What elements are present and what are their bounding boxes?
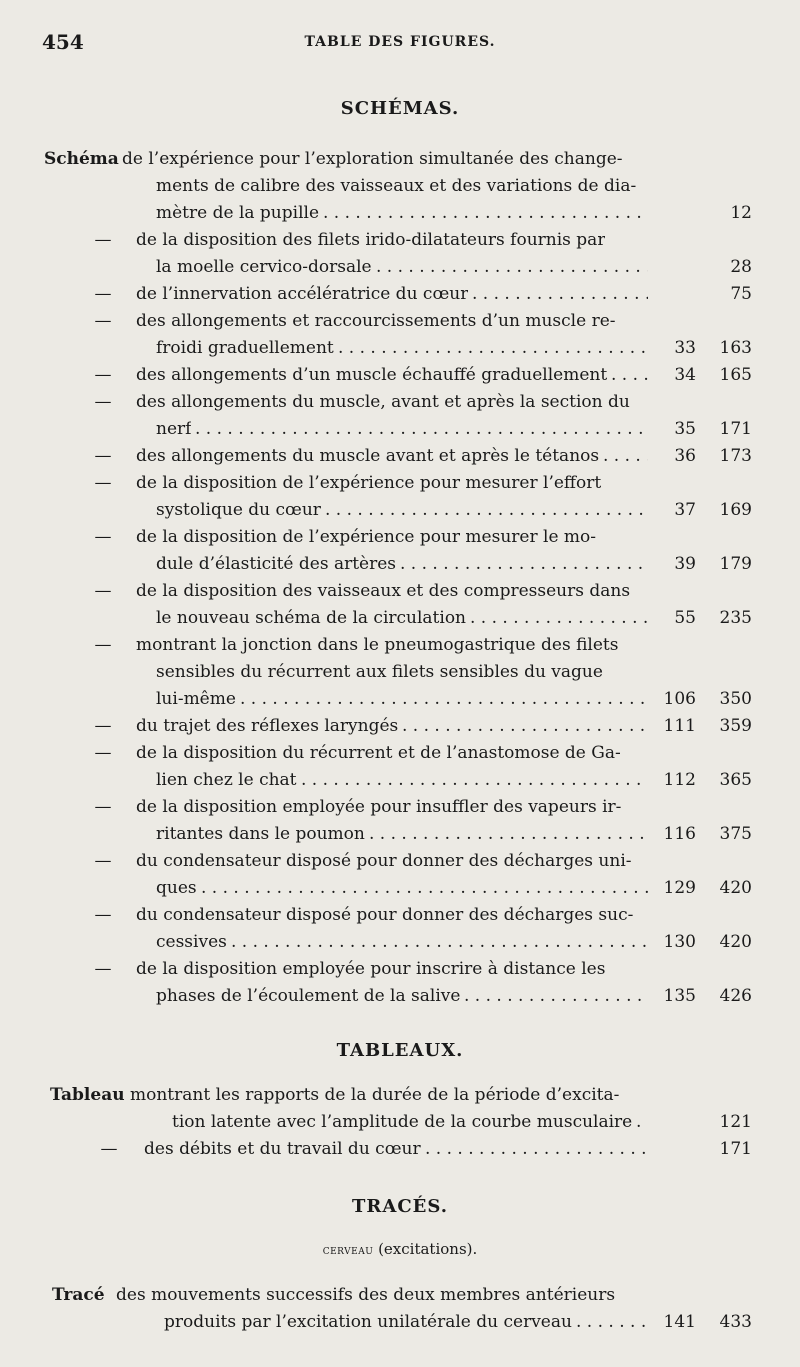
dot-leader <box>636 1109 648 1136</box>
entry-text-line: des allongements d’un muscle échauffé graduellement <box>136 365 608 385</box>
dot-leader <box>576 1309 648 1336</box>
ditto-dash: — <box>94 527 112 547</box>
section-heading-tableaux: TABLEAUX. <box>336 1040 464 1061</box>
running-header <box>42 30 758 56</box>
entry-text-line: froidi graduellement <box>156 338 334 358</box>
dot-leader <box>425 1136 648 1163</box>
schemas-entry <box>0 362 800 389</box>
schemas-entry <box>0 470 800 524</box>
entry-text-line: de la disposition de l’expérience pour mesurer le mo- <box>136 527 597 547</box>
page-reference: 179 <box>719 554 752 574</box>
schemas-entry <box>0 578 800 632</box>
ditto-dash: — <box>94 365 112 385</box>
dot-leader <box>464 983 648 1010</box>
entry-text-line: de la disposition de l’expérience pour mesurer l’effort <box>136 473 602 493</box>
entry-text-line: ritantes dans le poumon <box>156 824 365 844</box>
entry-text-line: de la disposition employée pour insuffler des vapeurs ir- <box>136 797 622 817</box>
dot-leader <box>231 929 648 956</box>
section-heading-schemas: SCHÉMAS. <box>340 98 460 119</box>
subheading-smallcaps: cerveau <box>322 1243 374 1258</box>
ditto-dash: — <box>94 392 112 412</box>
schemas-entry <box>0 956 800 1010</box>
ditto-dash: — <box>94 905 112 925</box>
dot-leader <box>472 281 648 308</box>
page-reference: 350 <box>719 689 752 709</box>
entry-text-line: du condensateur disposé pour donner des décharges suc- <box>136 905 634 925</box>
ditto-dash: — <box>94 716 112 736</box>
figure-number: 116 <box>663 824 696 844</box>
entry-text-line: de la disposition du récurrent et de l’anastomose de Ga- <box>136 743 621 763</box>
entry-text-line: mètre de la pupille <box>156 203 320 223</box>
page-reference: 171 <box>719 1139 752 1159</box>
subheading-rest: (excitations). <box>373 1240 478 1258</box>
page-reference: 163 <box>719 338 752 358</box>
page-reference: 165 <box>719 365 752 385</box>
schemas-entry <box>0 281 800 308</box>
dot-leader <box>201 875 648 902</box>
dot-leader <box>240 686 648 713</box>
page-number: 454 <box>42 30 84 54</box>
page-reference: 235 <box>719 608 752 628</box>
figure-number: 129 <box>663 878 696 898</box>
page-reference: 173 <box>719 446 752 466</box>
page-reference: 12 <box>730 203 752 223</box>
entry-text-line: de la disposition des vaisseaux et des compresseurs dans <box>136 581 631 601</box>
figure-number: 112 <box>663 770 696 790</box>
page-reference: 375 <box>719 824 752 844</box>
entry-text-line: le nouveau schéma de la circulation <box>156 608 467 628</box>
tableaux-entry <box>0 1136 800 1163</box>
figure-number: 111 <box>663 716 696 736</box>
dot-leader <box>402 713 648 740</box>
entry-text-line: sensibles du récurrent aux filets sensibles du vague <box>156 662 603 682</box>
entry-text-line: tion latente avec l’amplitude de la courbe musculaire <box>172 1112 633 1132</box>
entry-text-line: dule d’élasticité des artères <box>156 554 397 574</box>
page-reference: 420 <box>719 878 752 898</box>
entry-text-line: des débits et du travail du cœur <box>144 1139 421 1159</box>
figure-number: 106 <box>663 689 696 709</box>
entry-lead-word: Tableau <box>50 1085 125 1105</box>
entry-text-line: de la disposition employée pour inscrire à distance les <box>136 959 606 979</box>
entry-text-line: de l’expérience pour l’exploration simultanée des change- <box>122 149 623 169</box>
section-subheading-cerveau <box>0 1240 800 1258</box>
page-reference: 359 <box>719 716 752 736</box>
entry-text-line: phases de l’écoulement de la salive <box>156 986 461 1006</box>
schemas-entry <box>0 794 800 848</box>
entry-text-line: de l’innervation accélératrice du cœur <box>136 284 469 304</box>
figure-number: 141 <box>663 1312 696 1332</box>
page-reference: 121 <box>719 1112 752 1132</box>
page-reference: 433 <box>719 1312 752 1332</box>
figure-number: 34 <box>674 365 696 385</box>
dot-leader <box>301 767 648 794</box>
entry-lead-word: Tracé <box>52 1285 105 1305</box>
page-reference: 420 <box>719 932 752 952</box>
page-reference: 75 <box>730 284 752 304</box>
schemas-entry <box>0 740 800 794</box>
figure-number: 35 <box>674 419 696 439</box>
schemas-entry <box>0 227 800 281</box>
entry-text-line: nerf <box>156 419 192 439</box>
entry-text-line: systolique du cœur <box>156 500 321 520</box>
dot-leader <box>323 200 648 227</box>
dot-leader <box>325 497 648 524</box>
ditto-dash: — <box>94 635 112 655</box>
ditto-dash: — <box>94 473 112 493</box>
schemas-entry <box>0 389 800 443</box>
dot-leader <box>376 254 648 281</box>
entry-text-line: des mouvements successifs des deux membres antérieurs <box>116 1285 616 1305</box>
ditto-dash: — <box>94 581 112 601</box>
figure-number: 55 <box>674 608 696 628</box>
entry-text-line: ques <box>156 878 197 898</box>
ditto-dash: — <box>94 797 112 817</box>
ditto-dash: — <box>100 1139 118 1159</box>
entry-lead-word: Schéma <box>44 149 119 169</box>
entry-text-line: ments de calibre des vaisseaux et des variations de dia- <box>156 176 637 196</box>
schemas-entry <box>0 848 800 902</box>
dot-leader <box>338 335 648 362</box>
entry-text-line: de la disposition des filets irido-dilatateurs fournis par <box>136 230 606 250</box>
entry-text-line: des allongements du muscle avant et après le tétanos <box>136 446 600 466</box>
entry-text-line: cessives <box>156 932 227 952</box>
dot-leader <box>603 443 648 470</box>
schemas-entry <box>0 308 800 362</box>
tableaux-entry <box>0 1082 800 1136</box>
entry-text-line: des allongements du muscle, avant et après la section du <box>136 392 630 412</box>
page-reference: 171 <box>719 419 752 439</box>
figure-number: 39 <box>674 554 696 574</box>
ditto-dash: — <box>94 743 112 763</box>
figure-number: 36 <box>674 446 696 466</box>
section-heading-traces: TRACÉS. <box>352 1196 448 1217</box>
entry-text-line: des allongements et raccourcissements d’un muscle re- <box>136 311 616 331</box>
schemas-entry <box>0 902 800 956</box>
dot-leader <box>611 362 648 389</box>
running-title: TABLE DES FIGURES. <box>304 34 496 50</box>
schemas-entry <box>0 632 800 713</box>
schemas-entry <box>0 713 800 740</box>
entry-text-line: du condensateur disposé pour donner des décharges uni- <box>136 851 632 871</box>
entry-text-line: la moelle cervico-dorsale <box>156 257 372 277</box>
entry-text-line: montrant les rapports de la durée de la période d’excita- <box>130 1085 620 1105</box>
dot-leader <box>470 605 648 632</box>
entry-text-line: lien chez le chat <box>156 770 297 790</box>
entry-text-line: lui-même <box>156 689 236 709</box>
ditto-dash: — <box>94 311 112 331</box>
page-reference: 169 <box>719 500 752 520</box>
figure-number: 33 <box>674 338 696 358</box>
ditto-dash: — <box>94 230 112 250</box>
figure-number: 37 <box>674 500 696 520</box>
schemas-entry <box>0 146 800 227</box>
page-reference: 28 <box>730 257 752 277</box>
figure-number: 135 <box>663 986 696 1006</box>
ditto-dash: — <box>94 284 112 304</box>
page-reference: 426 <box>719 986 752 1006</box>
traces-entry <box>0 1282 800 1336</box>
entry-text-line: montrant la jonction dans le pneumogastrique des filets <box>136 635 619 655</box>
schemas-entry <box>0 443 800 470</box>
dot-leader <box>195 416 648 443</box>
figure-number: 130 <box>663 932 696 952</box>
schemas-entry <box>0 524 800 578</box>
entry-text-line: produits par l’excitation unilatérale du cerveau <box>164 1312 572 1332</box>
ditto-dash: — <box>94 851 112 871</box>
ditto-dash: — <box>94 959 112 979</box>
page-reference: 365 <box>719 770 752 790</box>
entry-text-line: du trajet des réflexes laryngés <box>136 716 399 736</box>
dot-leader <box>400 551 648 578</box>
ditto-dash: — <box>94 446 112 466</box>
dot-leader <box>369 821 648 848</box>
